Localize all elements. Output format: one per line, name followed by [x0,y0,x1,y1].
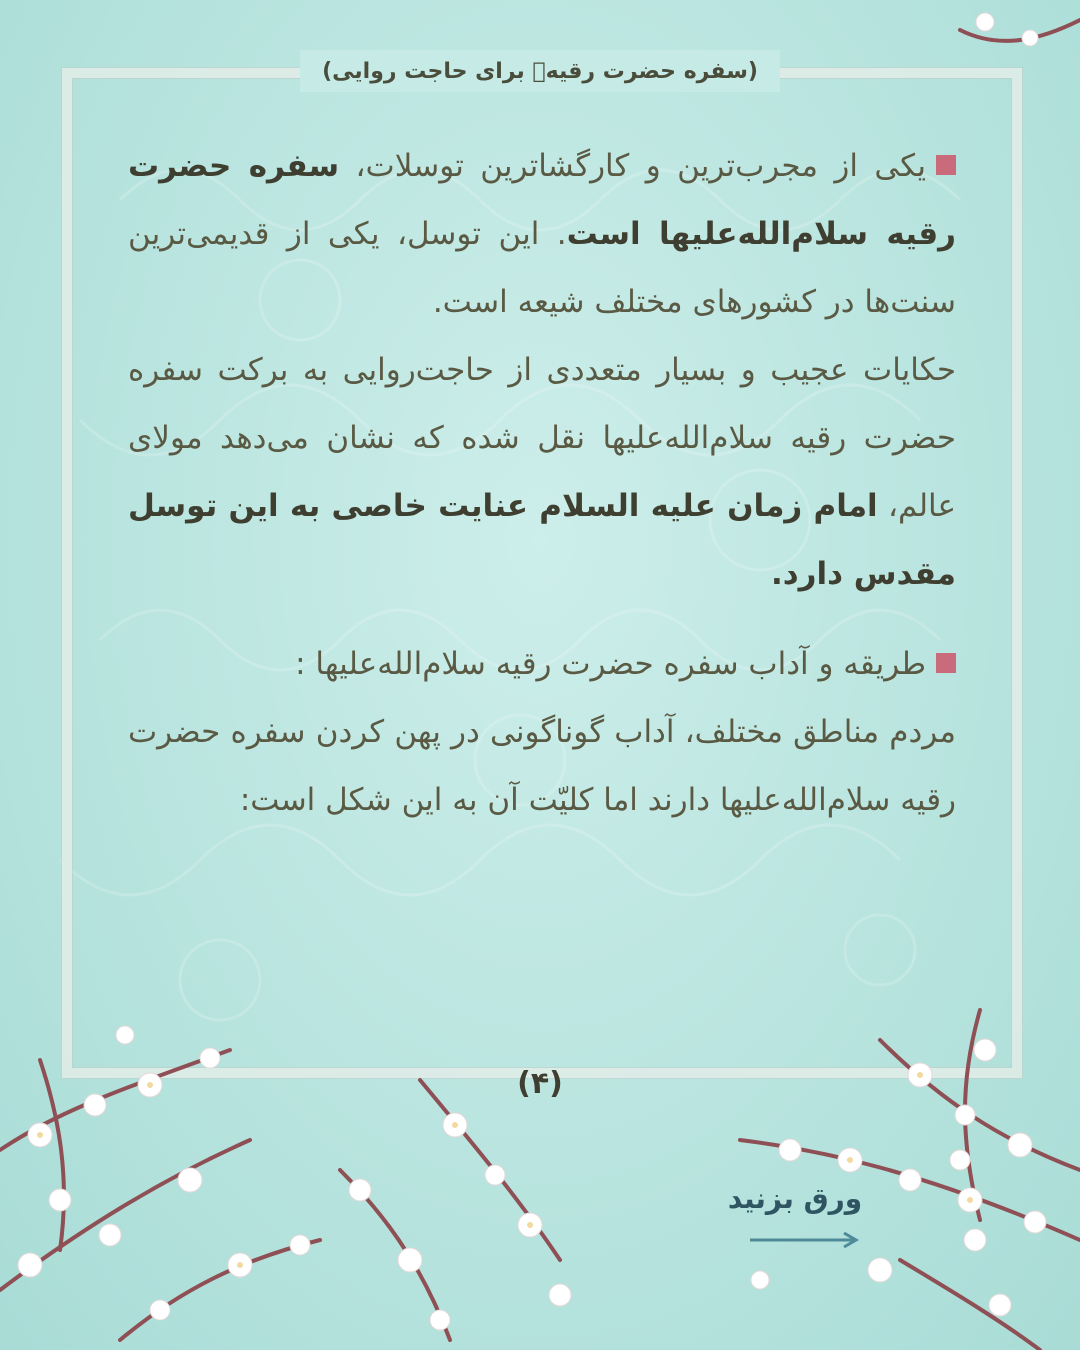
arrow-right-icon[interactable] [748,1230,863,1250]
article-body [128,132,956,834]
page-title: (سفره حضرت رقیهؑ برای حاجت روایی) [322,58,758,84]
paragraph-intro [128,132,956,336]
intro-text-bold: سفره حضرت رقیه سلام‌الله‌علیها است [128,148,956,252]
swipe-hint[interactable]: ورق بزنید [727,1182,863,1215]
method-heading: طریقه و آداب سفره حضرت رقیه سلام‌الله‌علیها : [295,646,926,682]
page-number: (۴) [517,1066,563,1101]
paragraph-method-heading [128,630,956,698]
intro-text-a: یکی از مجرب‌ترین و کارگشاترین توسلات، [339,148,927,184]
square-bullet-icon [936,155,956,175]
header-banner [300,50,780,92]
paragraph-method-text [128,698,956,834]
stories-text-bold: امام زمان علیه السلام عنایت خاصی به این توسل مقدس دارد. [128,488,956,592]
square-bullet-icon [936,653,956,673]
stories-text-a: حکایات عجیب و بسیار متعددی از حاجت‌روایی به برکت سفره حضرت رقیه سلام‌الله‌علیها نقل شده که نشان می‌دهد مولای عالم، [128,352,956,524]
intro-text-c: . این توسل، یکی از قدیمی‌ترین سنت‌ها در کشورهای مختلف شیعه است. [128,216,956,320]
paragraph-stories [128,336,956,608]
method-text: مردم مناطق مختلف، آداب گوناگونی در پهن کردن سفره حضرت رقیه سلام‌الله‌علیها دارند اما کلیّت آن به این شکل است: [128,714,956,818]
